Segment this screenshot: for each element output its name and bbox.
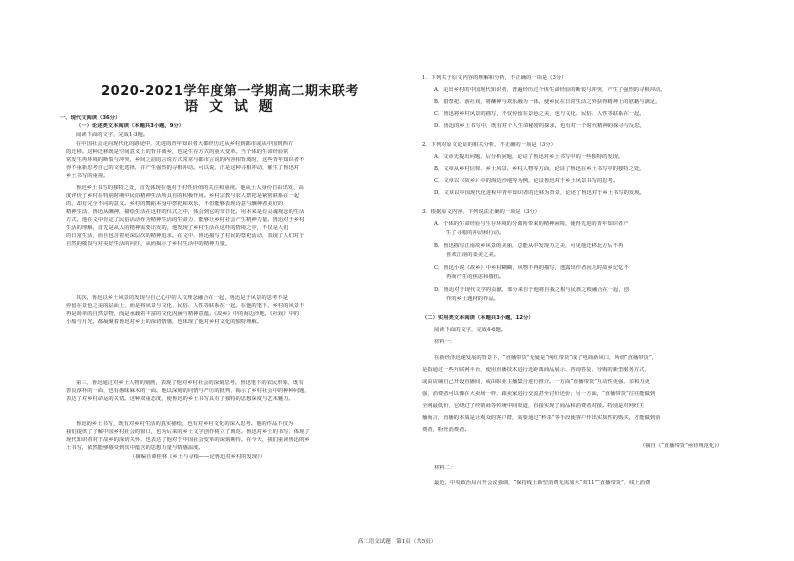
- material-line: 或由店铺自己开设直播间，或由职业主播集合进行推介。一方面“直播带货”互动性更强、亲和力更: [422, 379, 650, 385]
- option-3b: B．鲁迅描写江南故乡风景的美丽，总能从中发现力之美，可见他迁移北方后不再: [434, 243, 624, 249]
- option-3c-cont: 再而产生的焦虑和感伤。: [446, 274, 505, 280]
- passage-line: 我们提供了了解中国乡村社会的窗口，也为后来的乡土文学创作树立了典范。鲁迅对乡土的书写，体现了: [66, 429, 310, 435]
- material-label-2: 材料二：: [434, 465, 456, 471]
- passage-line: 第三，鲁迅通过对乡土人物的刻画，表现了他对乡村社会的深刻思考。鲁迅笔下的农民形象，既有: [76, 380, 304, 386]
- passage-line: 生活的理解，首先是从人的精神需要出发的。他发现了乡村生活在这样的情境之中，不仅是人们: [66, 225, 289, 231]
- option-1d: D．鲁迅的乡土书写中，既有对个人生命秘密的探求，也有对一个时代精神的探寻与反思。: [434, 123, 645, 129]
- option-3d: D．鲁迅对于现代文学的贡献，部分来自于他将自我之根与民族之根融合在一起，创: [434, 287, 629, 293]
- subsection-heading: （一）论述类文本阅读（本题共3小题，9分）: [76, 123, 185, 129]
- option-2d: D．文章以中国现代化进程中青年知识者的迁移为背景，论述了鲁迅对于乡土书写的发现。: [434, 190, 645, 196]
- passage-line: 再是简单的自然景物，而是承载着丰富的文化内涵与精神意蕴。《故乡》中的海边沙地，《社戏》中的: [66, 311, 300, 317]
- passage-line: 的，却有完全不同的意义。乡村的舞蹈本身中祭祀和欢乐，不但能够表现诗意与酬神者美好的: [66, 201, 284, 207]
- passage-line: 得不重新思考自己的文化选择，并产生强烈的寻根冲动。可以说，正是这种寻根冲动，催生了鲁迅对: [66, 165, 300, 171]
- page-subtitle: 语 文 试 题: [184, 99, 276, 115]
- option-1c: C．鲁迅将乡村风景的描写，不仅停留在景色之美，也与文化、民俗、人性等联系在一起。: [434, 111, 645, 117]
- page-footer: 高二语文试题 第1页（共5页）: [357, 539, 437, 545]
- passage-line: 其次，鲁迅以乡土风景的发现与自己心中的人文理念融合在一起，鲁迅是于风景的思考不是: [76, 295, 288, 301]
- option-1a: A．走出乡村的中国现代知识者，普遍经历过个体生命经验的断裂与冲突，产生了强烈的寻根冲动。: [434, 87, 666, 93]
- material-line: 最近，中央政治局召开会议强调，“保持线上新型消费无需加大“双11”“直播带货”、线上消费: [434, 480, 651, 486]
- material-line: 是指通过一些互联网平台，使用直播技术进行近距离商品展示、咨询答复、导购的新型服务方式，: [422, 367, 650, 373]
- material-line: 在新经济迅速发展的背景下，“直播带货”无疑是“网红带货”成了电商新风口，所谓“直播带货”，: [434, 355, 657, 361]
- passage-line: 停留在景色之美的层面上，而是将风景与文化、民俗、人性等联系在一起。在他的笔下，乡村的风景不: [66, 303, 305, 309]
- material-line: 全网最低价，它绕过了经销商等传统中间渠道，直接实现了商品和消费者对接。特别是对网红主: [422, 403, 645, 409]
- question-3: 3．根据原文内容，下列说法正确的一项是（3分）: [422, 209, 540, 215]
- passage-line: 度评价了乡村在特别时期中民俗精神生活所具有的积极作用。乡村宗教与农人祭祀是紧密联系在一起: [66, 193, 300, 199]
- passage-line: 的迁移。这种迁移既是空间意义上的背井离乡，也是生存方式的重大变革。当个体的生命经验常: [66, 149, 289, 155]
- material-line: 强，消费者可以像在大卖场一样，跟卖家进行交流甚至讨价还价；另一方面，“直播带货”往往能做到: [422, 391, 656, 397]
- option-2c: C．文章以《故乡》中的海边沙地等为例，论证鲁迅对于乡土风景书写的思考。: [434, 178, 619, 184]
- option-3d-cont: 作的乡土题材的作品。: [446, 296, 499, 302]
- option-3a: A．个体的生命经验与生存环境的分离所带来的精神困境，使得先进的青年知识者产: [434, 221, 629, 227]
- passage-line: 鲁迅乡土书写的独特之处，首先体现在他对于村性价值的关注和重视。他从土人身份自由出发，高: [76, 185, 304, 191]
- passage-line: 表达了对乡村命运的关切。这种双重态度，使鲁迅的乡土书写具有了独特的思想深度与艺术魅力。: [66, 396, 294, 402]
- question-1: 1．下列关于原文内容的理解和分析，不正确的一项是（3分）: [422, 75, 567, 81]
- material-citation: （摘自《“直播带货”亟待规范化》）: [640, 443, 723, 449]
- passage-line: 精神生活，鲁迅从酬神，描绘生活在这样的仪式之中，体会到它的节日化，用本来是有灵魂观念的生活: [66, 209, 305, 215]
- passage-line: 现代知识者对于故乡的深切关怀，也表达了他对于中国社会变革的深刻期待。在今天，我们重读鲁迅的乡: [66, 437, 310, 443]
- passage-line: 方式。他在文中肯定了民俗活动作为精神生活的生命力，能够让乡村社会产生精神力量。鲁迅对于乡村: [66, 217, 305, 223]
- source-citation: （摘编自谭桂林《乡土与寻根——论鲁迅对乡村的发现》）: [130, 454, 266, 460]
- material-label-1: 材料一：: [434, 339, 456, 345]
- passage-line: 自然的敬畏与对美好生活的向往，从而揭示了乡村生活中的精神力量。: [66, 241, 231, 247]
- passage-line: 善良淳朴的一面，也有愚昧麻木的一面。他以深刻的同情与严厉的批判，揭示了乡村社会中的种种问题，: [66, 388, 310, 394]
- option-1b: B．借祭祀、游社戏，将酬神与欢乐融为一体，使乡民在日常生活之外获得精神上的慰藉与满足。: [434, 99, 661, 105]
- option-3b-cont: 喜欢江南的柔美之美。: [446, 252, 499, 258]
- question-2: 2．下列对原文论证的相关分析，不正确的一项是（3分）: [422, 142, 556, 148]
- passage-line: 小船与月光，都凝聚着鲁迅对乡土的深切情感，也体现了他对乡村文化的独特理解。: [66, 319, 262, 325]
- option-2a: A．文章先提出问题，后分析问题，论证了鲁迅对乡土书写中的一些独特的发现。: [434, 154, 624, 160]
- passage-line: 鲁迅的乡土书写，既有对乡村生活的真实描绘，也有对乡村文化的深入思考。他的作品不仅为: [76, 421, 294, 427]
- instruction-text-2: 阅读下面的文字，完成4-6题。: [434, 327, 507, 333]
- section-heading: 一、现代文阅读（36分）: [60, 115, 121, 121]
- passage-line: 在中国社会走向现代化的路途中，先进的青年知识者大都经历过从乡村到都市或从中国到西方: [76, 141, 294, 147]
- page-title: 2020-2021学年度第一学期高二期末联考: [101, 84, 359, 99]
- option-2b: B．文章从乡村信仰、乡土风景、乡村人物等方面，论证了鲁迅在乡土书写中的独特之处。: [434, 166, 645, 172]
- option-3a-cont: 生了寻根的冲动和行动。: [446, 230, 505, 236]
- passage-line: 常发生再环境的断裂与冲突，乡间之前的言说方式常常与都市言说的内容相背离时，这些青年知识者不: [66, 157, 305, 163]
- option-3c: C．鲁迅小说《故乡》中乡村糊糊、风物不再的描写，透露出作者因儿时故乡记忆不: [434, 265, 629, 271]
- instruction-text: 阅读下面的文字，完成1-3题。: [76, 132, 149, 138]
- passage-line: 土书写，依然能够感受到其中蕴含的思想力量与情感温度。: [66, 445, 204, 451]
- material-line: 播而言，直播的本质是让观众的客户群，需要通过“秒杀”等手段使客户作出实质性的购买，才能做到消: [422, 415, 661, 421]
- passage-line: 的日常生活，而且包含着更深层次的精神追求。在文中，鲁迅描写了村民的祭祀活动，表现了人们对于: [66, 233, 305, 239]
- passage-line: 乡土书写的重视。: [66, 173, 109, 179]
- subsection-heading-2: （二）实用类文本阅读（本题共3小题，12分）: [422, 315, 534, 321]
- material-line: 费者，粉丝消费者。: [422, 427, 470, 433]
